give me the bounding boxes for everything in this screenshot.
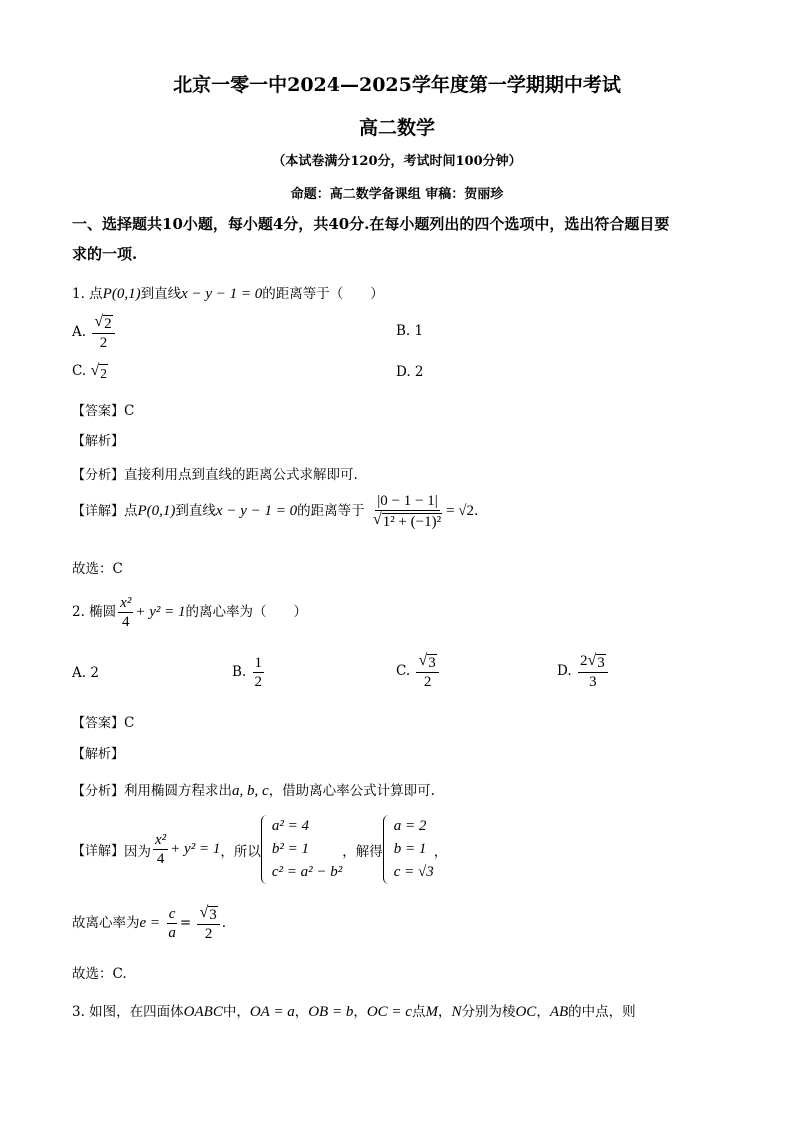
q2-detail: 【详解】 因为 $\frac{\text{x²}}{4}$ + y² = 1 ，所以 a² = 4 b² = 1 c² = a² − b² ，解得 a = 2 b = 1 c = √3 ， (72, 815, 447, 884)
q2-option-b: B. $\frac{1}{2}$ (232, 655, 263, 690)
system-2: a = 2 b = 1 c = √3 (383, 815, 434, 884)
q2-analysis-tag: 【解析】 (72, 747, 125, 762)
q1-option-b: B. 1 (396, 323, 424, 339)
q2-option-c: C. √ 3 2 (396, 652, 441, 691)
line-equation: x − y − 1 = 0 (181, 286, 263, 302)
q1-analysis-tag: 【解析】 (72, 434, 125, 449)
vector-oa: OA = a (249, 1004, 295, 1020)
q2-option-d: D. 2 √ 3 3 (557, 652, 610, 691)
q1-choose: 故选：C (72, 561, 123, 577)
exam-note: （本试卷满分120分，考试时间100分钟） (272, 154, 522, 169)
q2-fenxi: 【分析】利用椭圆方程求出a, b, c，借助离心率公式计算即可. (72, 783, 435, 799)
question-2-stem: 2. 椭圆 $\frac{\text{x²}}{4}$ + y² = 1的离心率为（ ） (72, 595, 307, 630)
subject-title: 高二数学 (358, 117, 435, 139)
q2-eccentricity: 故离心率为e = $\frac{c}{a}$ = √ 3 2 . (72, 904, 227, 942)
section-heading-line2: 求的一项. (72, 245, 138, 263)
vector-ob: OB = b (308, 1004, 354, 1020)
q1-fenxi: 【分析】直接利用点到直线的距离公式求解即可. (72, 467, 358, 483)
q1-option-d: D. 2 (396, 364, 424, 380)
q1-answer: 【答案】C (72, 403, 135, 419)
section-heading-line1: 一、选择题共10小题，每小题4分，共40分.在每小题列出的四个选项中，选出符合题目要 (72, 215, 670, 233)
q2-option-a: A. 2 (72, 665, 99, 681)
q1-option-a: A. √ 2 2 (72, 313, 117, 352)
question-3-stem: 3. 如图，在四面体OABC中，OA = a，OB = b，OC = c点M，N分别为棱OC，AB的中点，则 (72, 1004, 636, 1020)
question-1-stem: 1. 点P(0,1)到直线x − y − 1 = 0的距离等于（ ） (72, 286, 384, 302)
q1-detail: 【详解】点P(0,1)到直线x − y − 1 = 0的距离等于 |0 − 1 − 1| √ 1² + (−1)² = √2. (72, 493, 479, 530)
exam-title: 北京一零一中2024—2025学年度第一学期期中考试 (173, 74, 621, 96)
vector-oc: OC = c (366, 1004, 412, 1020)
system-1: a² = 4 b² = 1 c² = a² − b² (261, 815, 342, 884)
point-p: P(0,1) (102, 286, 141, 302)
distance-fraction: |0 − 1 − 1| √ 1² + (−1)² (372, 493, 442, 530)
q1-option-c: C. √ 2 (72, 362, 107, 381)
q2-answer: 【答案】C (72, 715, 135, 731)
authors-line: 命题：高二数学备课组 审稿：贺丽珍 (290, 187, 504, 202)
q2-choose: 故选：C. (72, 966, 127, 982)
